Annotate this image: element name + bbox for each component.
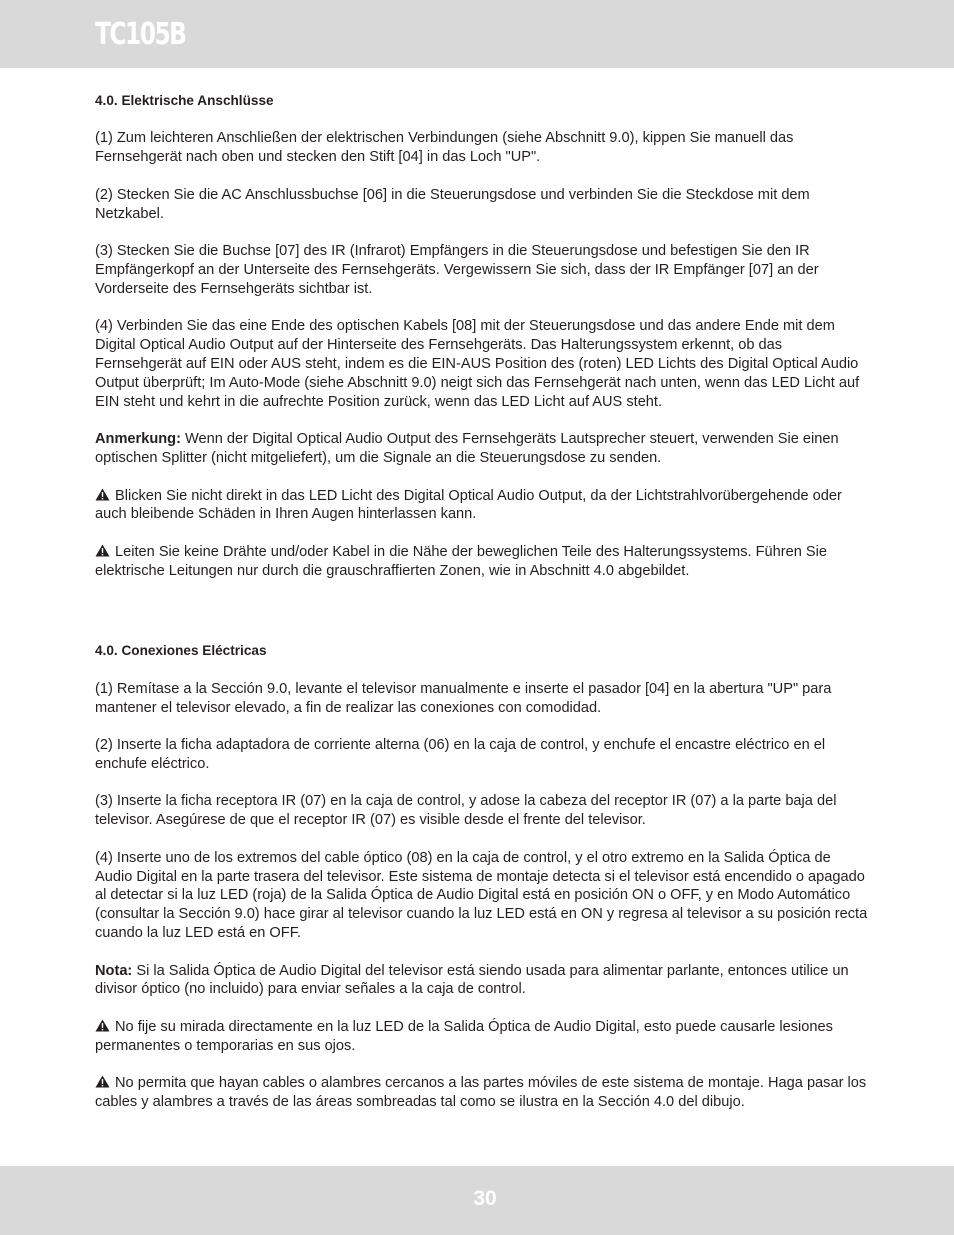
note-label: Anmerkung:: [95, 431, 181, 448]
note-text: Wenn der Digital Optical Audio Output des Fernsehgeräts Lautsprecher steuert, verwenden Sie einen optischen Splitter (nicht mitgeliefert), um die Signale an die Steuerungsdose zu senden.: [95, 431, 839, 466]
warning-triangle-icon: [95, 544, 110, 557]
warning-triangle-icon: [95, 1019, 110, 1032]
paragraph-3: (3) Inserte la ficha receptora IR (07) en la caja de control, y adose la cabeza del receptor IR (07) a la parte baja del televisor. Asegúrese de que el receptor IR (07) es visible desde el frente del televisor.: [95, 793, 837, 829]
section-heading: 4.0. Elektrische Anschlüsse: [95, 93, 274, 108]
warning-text: Blicken Sie nicht direkt in das LED Licht des Digital Optical Audio Output, da der Lichtstrahlvorübergehende oder auch bleibende Schäden in Ihren Augen hinterlassen kann.: [95, 487, 842, 523]
warning-text: No permita que hayan cables o alambres cercanos a las partes móviles de este sistema de montaje. Haga pasar los cables y alambres a través de las áreas sombreadas tal como se ilustra en la Sección 4.0 del dibujo.: [95, 1075, 867, 1111]
section-spanish: [95, 642, 870, 1112]
model-title: TC105B: [95, 17, 186, 52]
warning-paragraph: [95, 487, 870, 525]
paragraph-1: (1) Remítase a la Sección 9.0, levante el televisor manualmente e inserte el pasador [04] en la abertura "UP" para mantener el televisor elevado, a fin de realizar las conexiones con comodidad.: [95, 680, 832, 716]
warning-paragraph: [95, 1018, 870, 1056]
paragraph-3: (3) Stecken Sie die Buchse [07] des IR (Infrarot) Empfängers in die Steuerungsdose und befestigen Sie den IR Empfängerkopf an der Unterseite des Fernsehgeräts. Vergewissern Sie sich, dass der IR Empfänger [07] an der Vorderseite des Fernsehgeräts sichtbar ist.: [95, 243, 819, 297]
page-number: 30: [473, 1187, 497, 1210]
paragraph-4: (4) Inserte uno de los extremos del cable óptico (08) en la caja de control, y el otro extremo en la Salida Óptica de Audio Digital en la parte trasera del televisor. Este sistema de montaje detecta si el televisor está encendido o apagado al detectar si la luz LED (roja) de la Salida Óptica de Audio Digital está en posición ON o OFF, y en Modo Automático (consultar la Sección 9.0) hace girar al televisor cuando la luz LED está en ON y regresa al televisor a su posición recta cuando la luz LED está en OFF.: [95, 849, 868, 942]
note-paragraph: [95, 430, 870, 468]
paragraph-2: (2) Inserte la ficha adaptadora de corriente alterna (06) en la caja de control, y enchufe el encastre eléctrico en el enchufe eléctrico.: [95, 737, 826, 772]
section-spacer: [95, 599, 870, 642]
page-content: [95, 92, 870, 1131]
note-text: Si la Salida Óptica de Audio Digital del televisor está siendo usada para alimentar parlante, entonces utilice un divisor óptico (no incluido) para enviar señales a la caja de control.: [95, 962, 849, 998]
warning-paragraph: [95, 543, 870, 581]
warning-triangle-icon: [95, 488, 110, 501]
warning-text: No fije su mirada directamente en la luz LED de la Salida Óptica de Audio Digital, esto puede causarle lesiones permanentes o temporarias en sus ojos.: [95, 1019, 833, 1054]
warning-paragraph: [95, 1074, 870, 1112]
paragraph-1: (1) Zum leichteren Anschließen der elektrischen Verbindungen (siehe Abschnitt 9.0), kippen Sie manuell das Fernsehgerät nach oben und stecken den Stift [04] in das Loch "UP".: [95, 130, 794, 166]
section-german: [95, 92, 870, 581]
note-paragraph: [95, 962, 870, 1000]
section-heading: 4.0. Conexiones Eléctricas: [95, 643, 267, 659]
warning-text: Leiten Sie keine Drähte und/oder Kabel in die Nähe der beweglichen Teile des Halterungssystems. Führen Sie elektrische Leitungen nur durch die grauschraffierten Zonen, wie in Abschnitt 4.0 abgebildet.: [95, 543, 828, 579]
footer-bar: [0, 1166, 954, 1235]
paragraph-2: (2) Stecken Sie die AC Anschlussbuchse [06] in die Steuerungsdose und verbinden Sie die Steckdose mit dem Netzkabel.: [95, 186, 810, 222]
header-bar: [0, 0, 954, 68]
paragraph-4: (4) Verbinden Sie das eine Ende des optischen Kabels [08] mit der Steuerungsdose und das andere Ende mit dem Digital Optical Audio Output auf der Hinterseite des Fernsehgeräts. Das Halterungssystem erkennt, ob das Fernsehgerät auf EIN oder AUS steht, indem es die EIN-AUS Position des (roten) LED Lichts des Digital Optical Audio Output überprüft; Im Auto-Mode (siehe Abschnitt 9.0) neigt sich das Fernsehgerät nach unten, wenn das LED Licht auf EIN steht und kehrt in die aufrechte Position zurück, wenn das LED Licht auf AUS steht.: [95, 318, 860, 410]
warning-triangle-icon: [95, 1075, 110, 1088]
note-label: Nota:: [95, 962, 133, 979]
